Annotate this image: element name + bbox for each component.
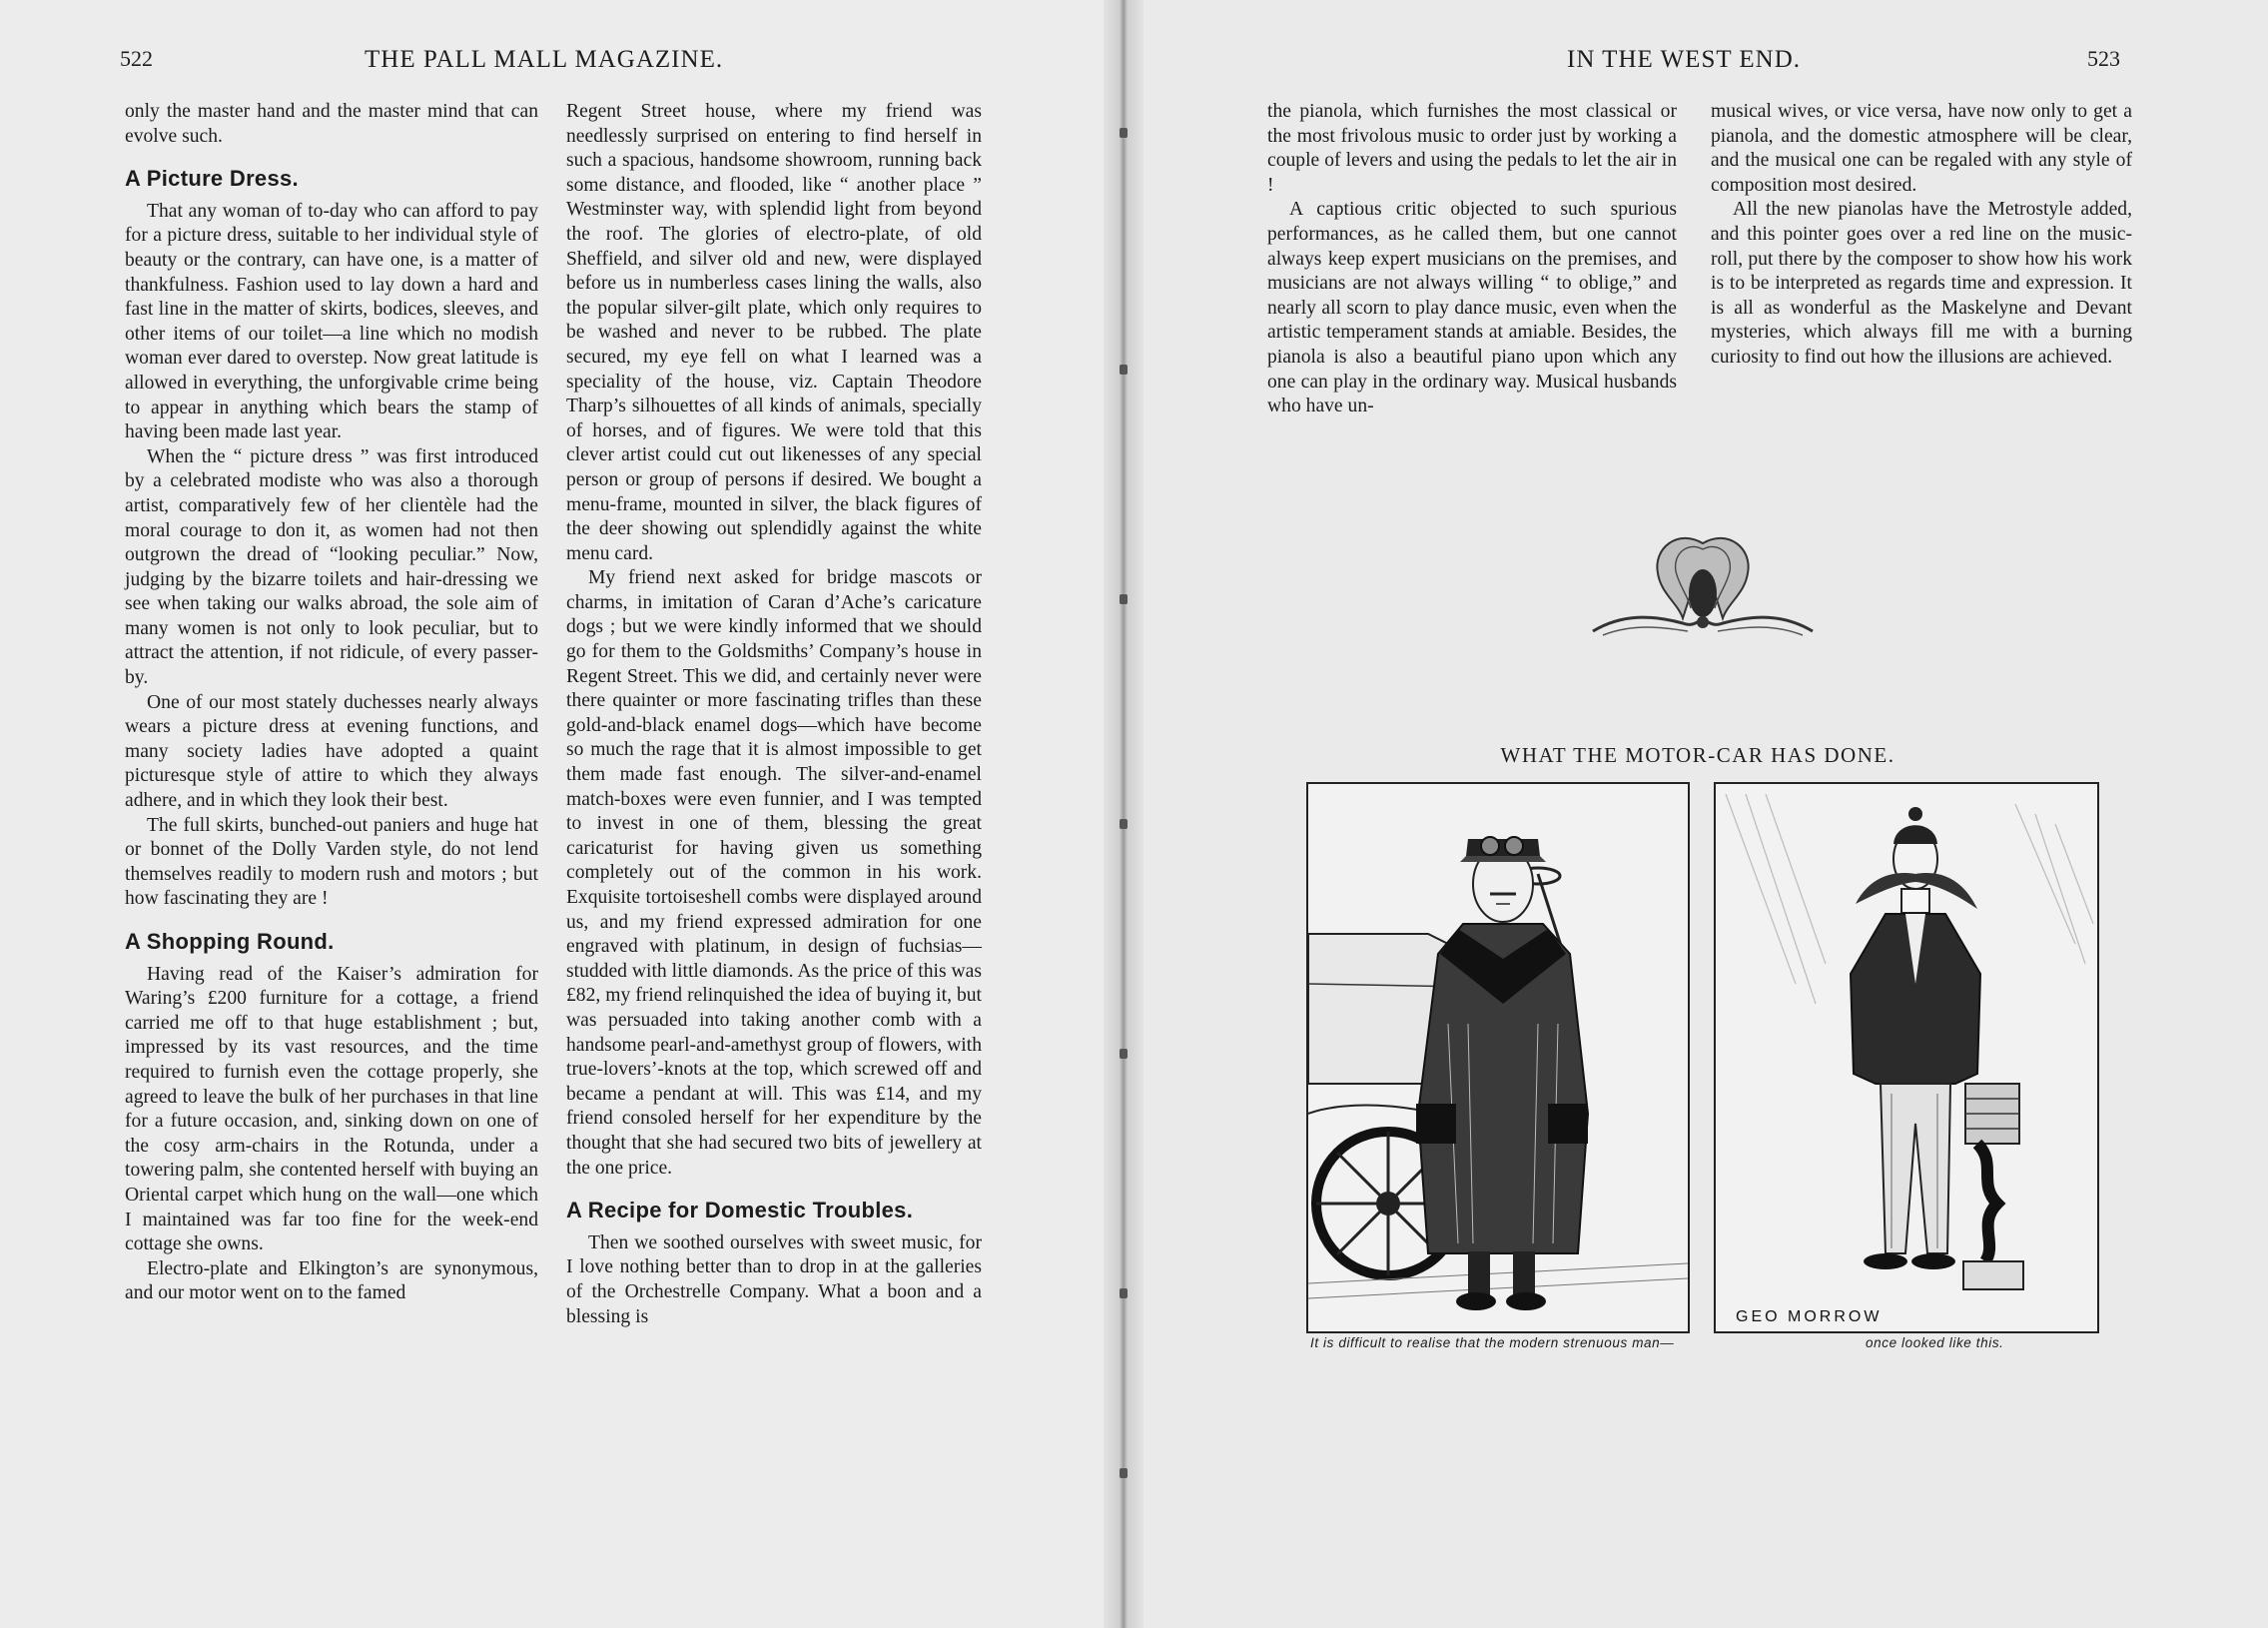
left-running-head: THE PALL MALL MAGAZINE.	[365, 46, 724, 73]
binding-stitch	[1120, 1288, 1128, 1298]
body-paragraph: All the new pianolas have the Metrostyle added, and this pointer goes over a red line on the music-roll, put there by the composer to show how his work is to be interpreted as regards time and expression. It is all as wonderful as the Maskelyne and Devant mysteries, which always fill me with a burning curiosity to find out how the illusions are achieved.	[1711, 199, 2132, 368]
binding-stitch	[1120, 594, 1128, 604]
body-paragraph: Electro-plate and Elkington’s are synonymous, and our motor went on to the famed	[125, 1257, 538, 1304]
body-paragraph: Having read of the Kaiser’s admiration for Waring’s £200 furniture for a cottage, a friend carried me off to that huge establishment ; but, impressed by its vast resources, and the time required to furnish even the cottage properly, she agreed to leave the bulk of her purchases in that line for a future occasion, and, sinking down on one of the cosy arm-chairs in the Rotunda, under a towering palm, she contented herself with buying an Oriental carpet which hung on the wall—one which I maintained was far too fine for the week-end cottage she owns.	[125, 963, 538, 1255]
binding-stitch	[1120, 819, 1128, 829]
artist-signature: GEO MORROW	[1736, 1308, 1883, 1325]
binding-stitch	[1120, 128, 1128, 138]
left-column-1	[125, 100, 538, 1306]
body-paragraph: musical wives, or vice versa, have now only to get a pianola, and the domestic atmosphere will be clear, and the musical one can be regaled with any style of composition most desired.	[1711, 101, 2132, 196]
binding-stitch	[1120, 365, 1128, 375]
binding-gutter	[1104, 0, 1143, 1628]
right-column-2	[1711, 100, 2132, 371]
section-heading: A Recipe for Domestic Troubles.	[566, 1198, 914, 1223]
cartoon-panel-dandy	[1714, 782, 2099, 1333]
body-paragraph: the pianola, which furnishes the most classical or the most frivolous music to order just by working a couple of levers and using the pedals to let the air in !	[1267, 101, 1677, 196]
cartoon-panel-motorist	[1306, 782, 1690, 1333]
decorative-ornament	[1583, 523, 1823, 653]
caption-left: It is difficult to realise that the modern strenuous man—	[1310, 1335, 1675, 1350]
right-folio: 523	[2087, 46, 2120, 71]
body-paragraph: Regent Street house, where my friend was needlessly surprised on entering to find herself in such a spacious, handsome showroom, running back some distance, and flooded, like “ another place ” Westminster way, with splendid light from beyond the roof. The glories of electro-plate, of old Sheffield, and silver old and new, were displayed before us in numberless cases lining the walls, also the popular silver-gilt plate, which only requires to be washed and never to be rubbed. The plate secured, my eye fell on what I learned was a speciality of the house, viz. Captain Theodore Tharp’s silhouettes of all kinds of animals, specially of horses, and of figures. We were told that this clever artist could cut out likenesses of any special person or group of persons if desired. We bought a menu-frame, mounted in silver, the black figures of the deer showing out splendidly against the white menu card.	[566, 101, 982, 564]
body-paragraph: One of our most stately duchesses nearly always wears a picture dress at evening functions, and many society ladies have adopted a quaint picturesque style of attire to which they always adhere, and in which they look their best.	[125, 691, 538, 812]
body-paragraph: A captious critic objected to such spurious performances, as he called them, but one cannot always keep expert musicians on the premises, and musicians are not always willing “ to oblige,” and nearly all scorn to play dance music, even when the artistic temperament stands at amiable. Besides, the pianola is also a beautiful piano upon which any one can play in the ordinary way. Musical husbands who have un-	[1267, 199, 1677, 417]
section-heading: A Shopping Round.	[125, 929, 335, 954]
left-column-2	[566, 100, 982, 1329]
body-paragraph: only the master hand and the master mind that can evolve such.	[125, 101, 538, 147]
body-paragraph: The full skirts, bunched-out paniers and huge hat or bonnet of the Dolly Varden style, do not lend themselves readily to modern rush and motors ; but how fascinating they are !	[125, 814, 538, 910]
body-paragraph: That any woman of to-day who can afford to pay for a picture dress, suitable to her individual style of beauty or the contrary, can have one, is a matter of thankfulness. Fashion used to lay down a hard and fast line in the matter of skirts, bodices, sleeves, and other items of our toilet—a line which no modish woman ever dared to overstep. Now great latitude is allowed in everything, the unforgivable crime being to appear in anything which bears the stamp of having been made last year.	[125, 200, 538, 443]
body-paragraph: My friend next asked for bridge mascots or charms, in imitation of Caran d’Ache’s caricature dogs ; but we were kindly informed that we should go for them to the Goldsmiths’ Company’s house in Regent Street. This we did, and certainly never were there quainter or more fascinating trifles than these gold-and-black enamel dogs—which have become so much the rage that it is almost impossible to get them made fast enough. The silver-and-enamel match-boxes were even funnier, and I was tempted to invest in one of them, blessing the great caricaturist for having given us something completely out of the common in his work. Exquisite tortoiseshell combs were displayed around us, and my friend expressed admiration for one engraved with platinum, in design of fuchsias—studded with little diamonds. As the price of this was £82, my friend relinquished the idea of buying it, but was persuaded into taking another comb with a handsome pearl-and-amethyst group of flowers, with true-lovers’-knots at the top, which screwed off and became a pendant at will. This was £14, and my friend consoled herself for her expenditure by the thought that she had secured two bits of jewellery at the one price.	[566, 567, 982, 1179]
caption-right: once looked like this.	[1866, 1335, 2004, 1350]
section-heading: A Picture Dress.	[125, 166, 299, 192]
left-folio: 522	[120, 46, 153, 71]
right-column-1	[1267, 100, 1677, 419]
left-page	[0, 0, 1124, 1628]
body-paragraph: When the “ picture dress ” was first introduced by a celebrated modiste who was also a thorough artist, comparatively few of her clientèle had the moral courage to don it, as women had not then outgrown the dread of “looking peculiar.” Now, judging by the bizarre toilets and hair-dressing we see when taking our walks abroad, the sole aim of many women is not only to look peculiar, but to attract the attention, if not ridicule, of every passer-by.	[125, 445, 538, 689]
binding-stitch	[1120, 1049, 1128, 1059]
cartoon-title: WHAT THE MOTOR-CAR HAS DONE.	[1500, 743, 1895, 767]
body-paragraph: Then we soothed ourselves with sweet music, for I love nothing better than to drop in at the galleries of the Orchestrelle Company. What a boon and a blessing is	[566, 1231, 982, 1327]
binding-stitch	[1120, 1468, 1128, 1478]
right-running-head: IN THE WEST END.	[1567, 46, 1802, 73]
